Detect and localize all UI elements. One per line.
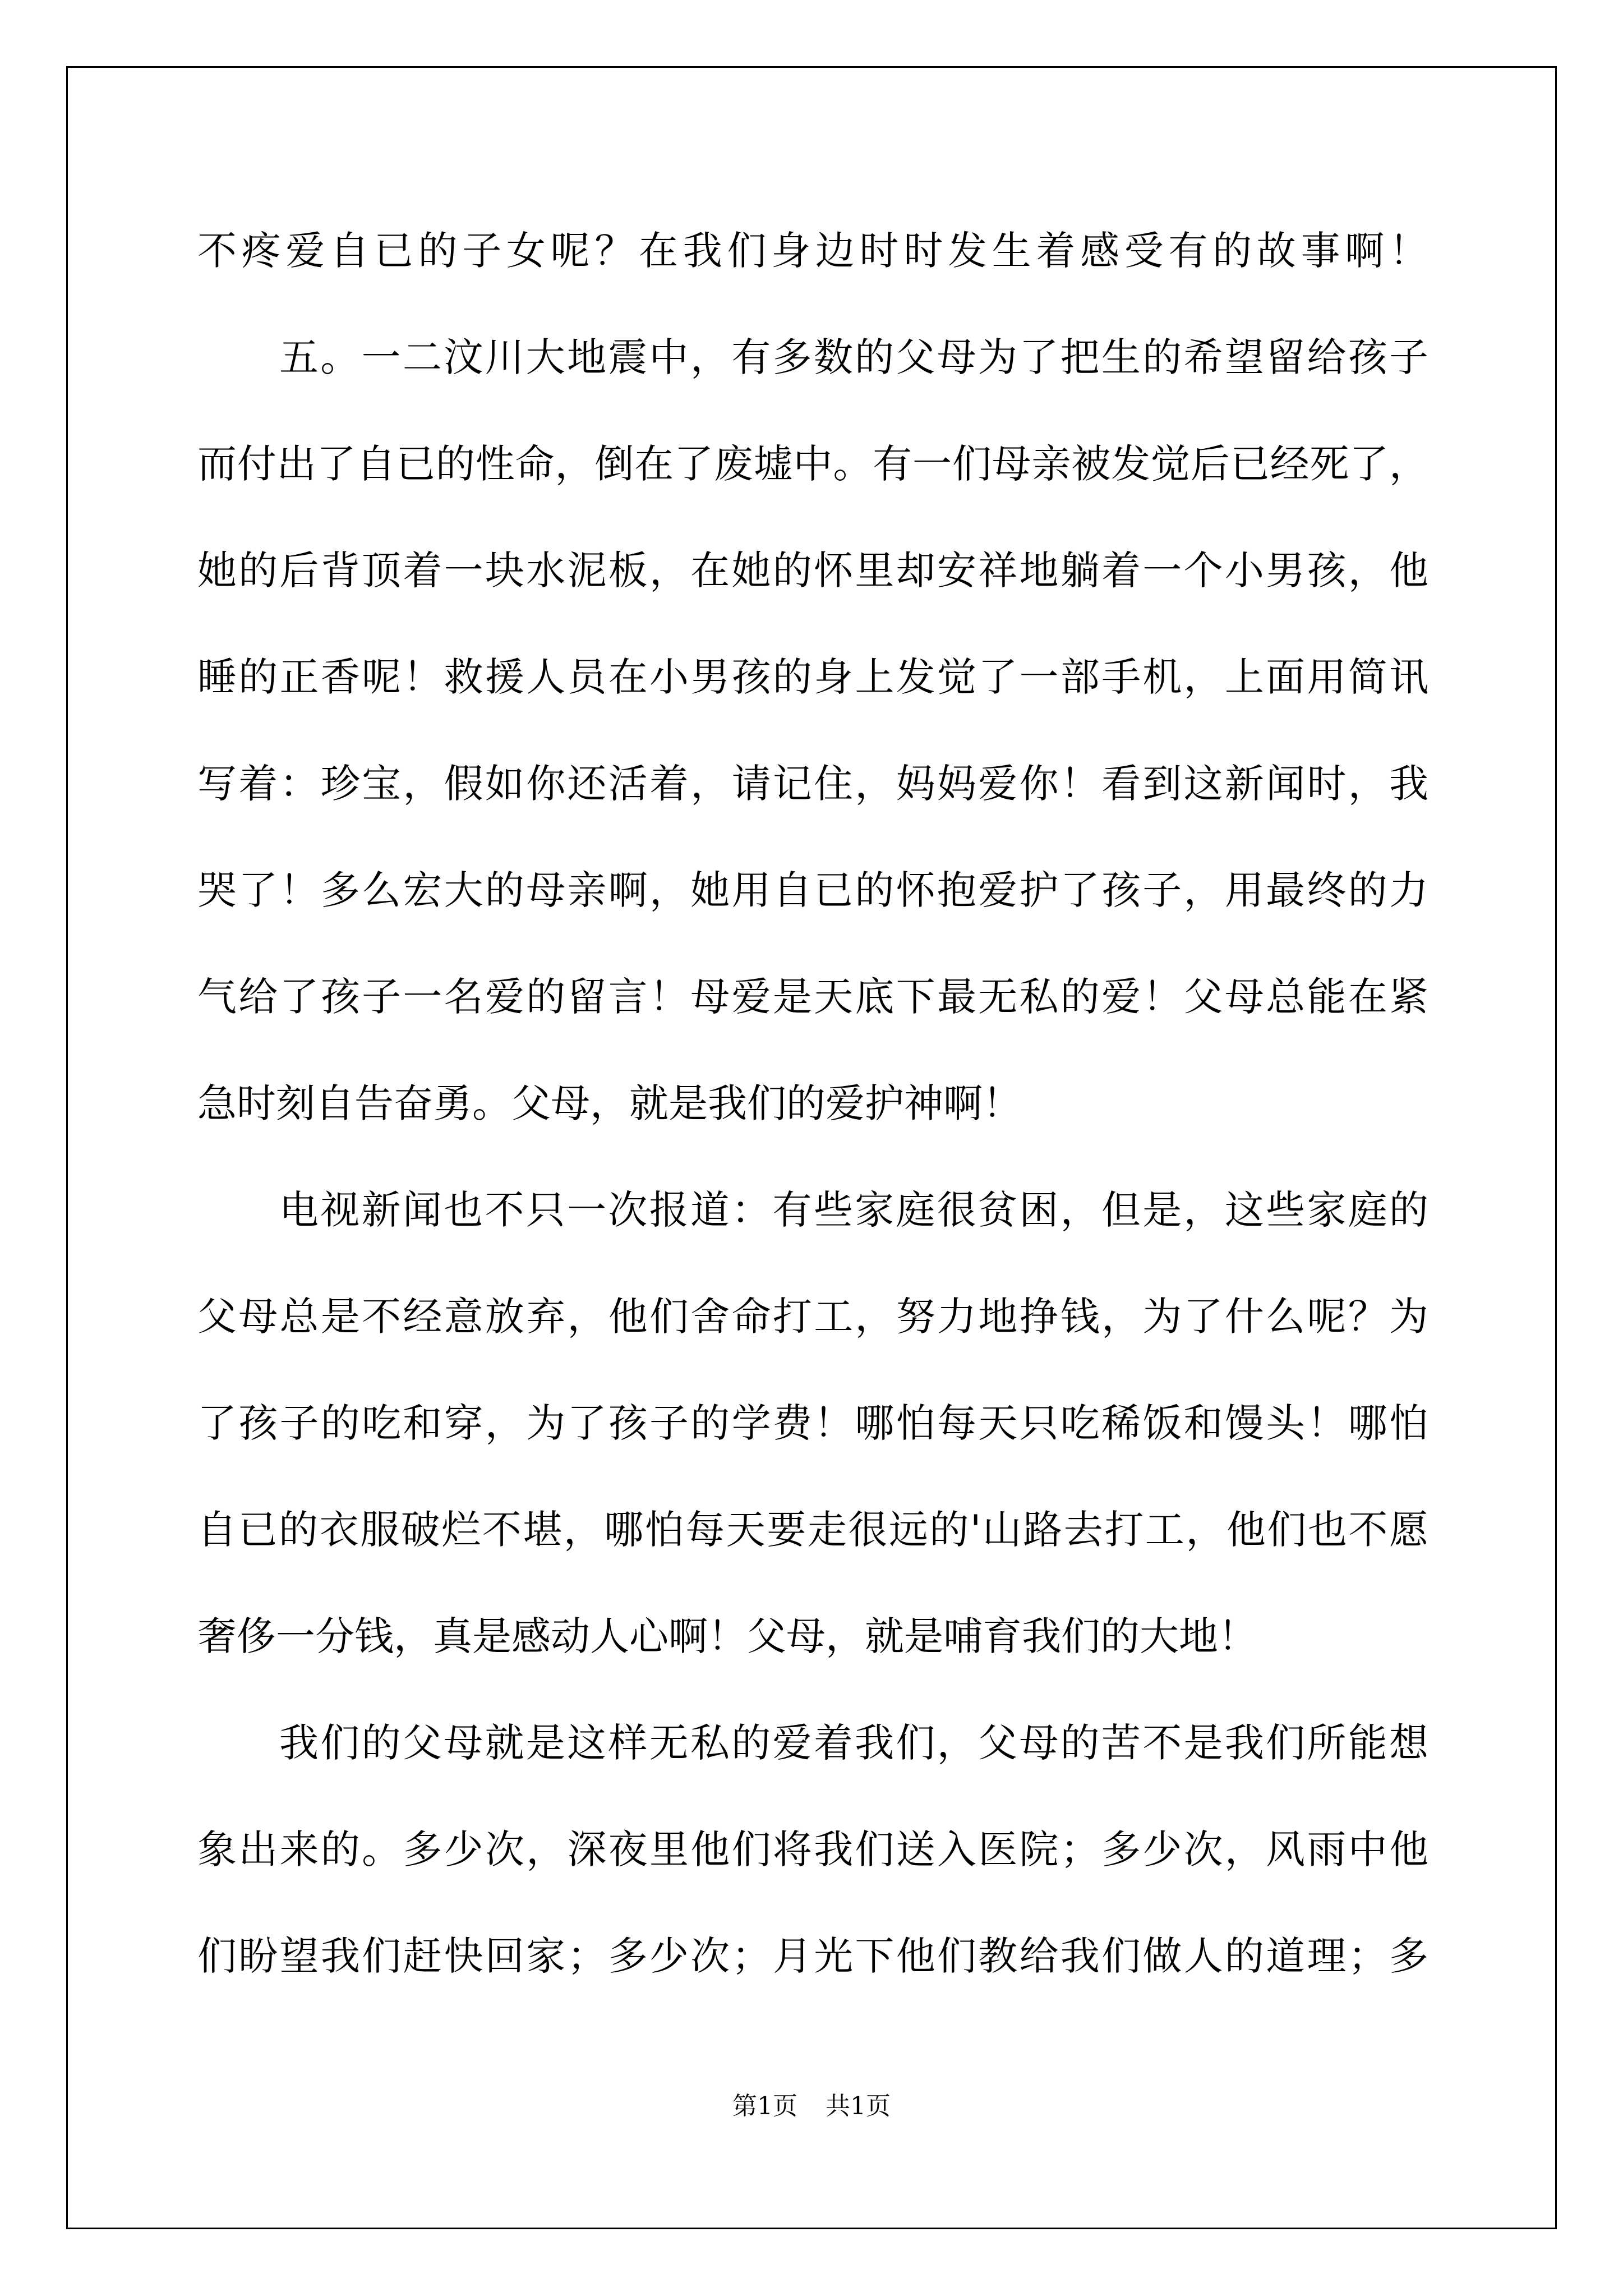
text-line: 父母总是不经意放弃，他们舍命打工，努力地挣钱，为了什么呢？为 (197, 1294, 1428, 1340)
text-line: 了孩子的吃和穿，为了孩子的学费！哪怕每天只吃稀饭和馒头！哪怕 (197, 1400, 1428, 1446)
text-line: 哭了！多么宏大的母亲啊，她用自已的怀抱爱护了孩子，用最终的力 (197, 867, 1428, 913)
text-line: 她的后背顶着一块水泥板，在她的怀里却安祥地躺着一个小男孩，他 (197, 547, 1428, 593)
text-line: 象出来的。多少次，深夜里他们将我们送入医院；多少次，风雨中他 (197, 1826, 1428, 1872)
text-line: 写着：珍宝，假如你还活着，请记住，妈妈爱你！看到这新闻时，我 (197, 761, 1428, 807)
document-body (197, 209, 1428, 2021)
page-footer (0, 2090, 1623, 2123)
text-line: 睡的正香呢！救援人员在小男孩的身上发觉了一部手机，上面用简讯 (197, 654, 1428, 700)
text-line: 奢侈一分钱，真是感动人心啊！父母，就是哺育我们的大地！ (197, 1613, 1257, 1659)
text-line: 我们的父母就是这样无私的爱着我们，父母的苦不是我们所能想 (279, 1720, 1428, 1766)
text-line: 五。一二汶川大地震中，有多数的父母为了把生的希望留给孩子 (279, 334, 1428, 380)
page-number: 第1页 (732, 2092, 797, 2120)
text-line: 而付出了自已的性命，倒在了废墟中。有一们母亲被发觉后已经死了， (197, 441, 1428, 487)
text-line: 电视新闻也不只一次报道：有些家庭很贫困，但是，这些家庭的 (279, 1187, 1428, 1233)
text-line: 们盼望我们赶快回家；多少次；月光下他们教给我们做人的道理；多 (197, 1933, 1428, 1979)
text-line: 不疼爱自已的子女呢？在我们身边时时发生着感受有的故事啊！ (197, 228, 1428, 274)
page-total: 共1页 (826, 2092, 891, 2120)
text-line: 气给了孩子一名爱的留言！母爱是天底下最无私的爱！父母总能在紧 (197, 974, 1428, 1020)
text-line: 自已的衣服破烂不堪，哪怕每天要走很远的'山路去打工，他们也不愿 (197, 1507, 1428, 1553)
text-line: 急时刻自告奋勇。父母，就是我们的爱护神啊！ (197, 1080, 1022, 1126)
